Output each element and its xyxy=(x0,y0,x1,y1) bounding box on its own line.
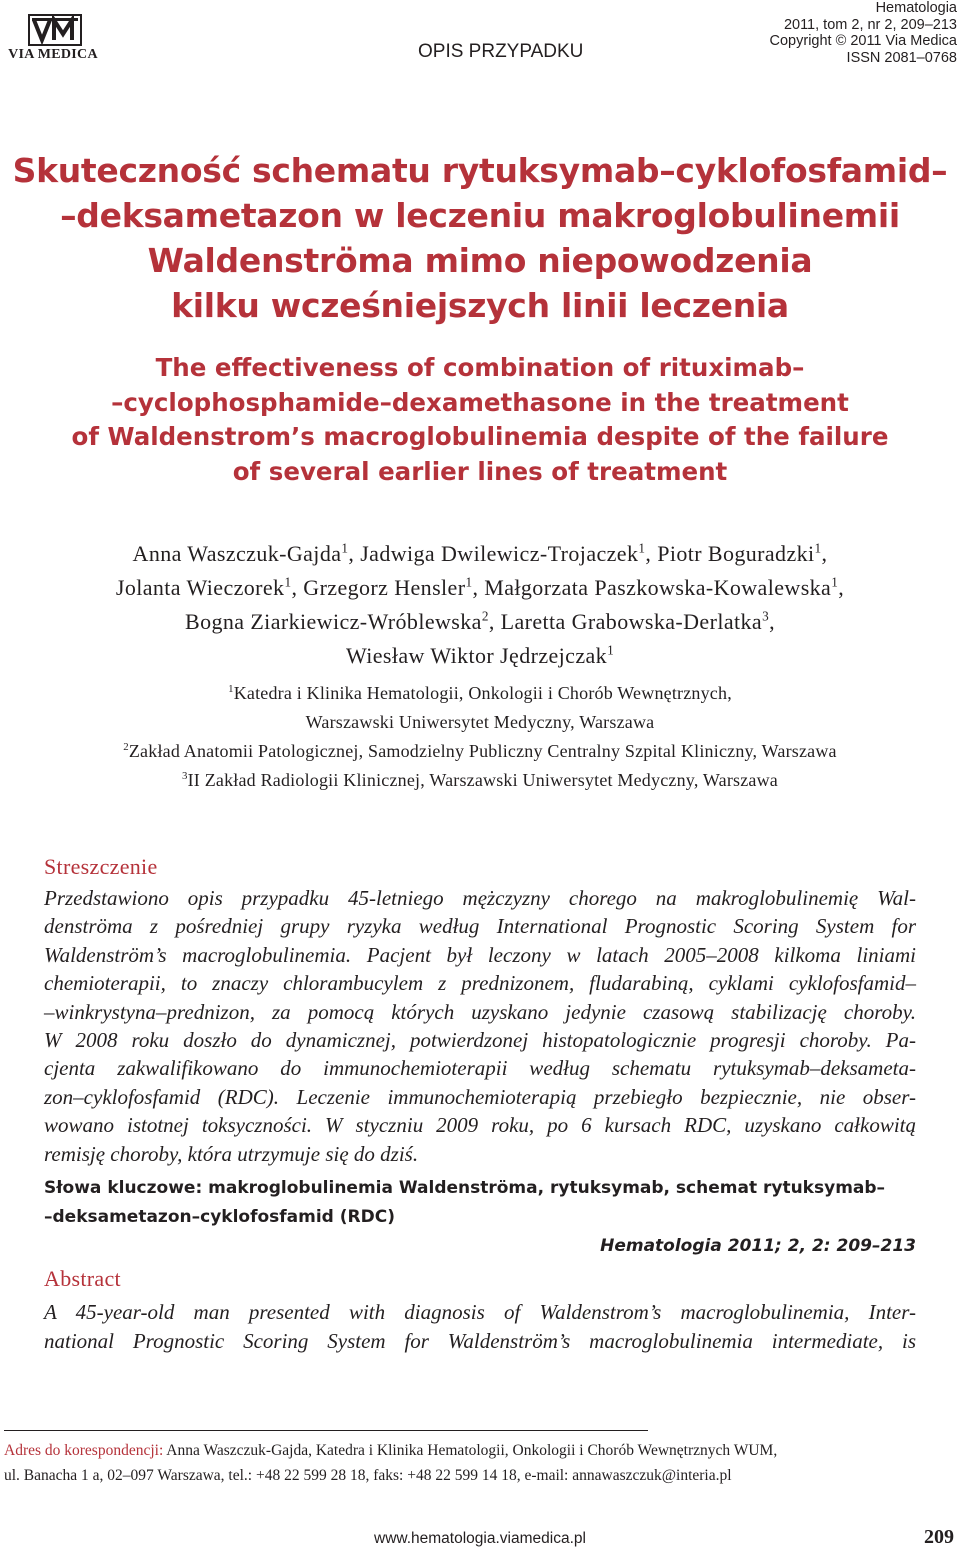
journal-issn: ISSN 2081–0768 xyxy=(846,49,957,66)
abstract-line: wowano istotnej toksyczności. W styczniu 2009 roku, po 6 kursach RDC, uzyskano całkowitą xyxy=(44,1113,916,1138)
abstract-line: Waldenström’s macroglobulinemia. Pacjent był leczony w latach 2005–2008 kilkoma liniami xyxy=(44,942,916,967)
title-english xyxy=(0,351,960,489)
author-name: Jolanta Wieczorek xyxy=(115,575,285,600)
abstract-line: –winkrystyna–prednizon, za pomocą których uzyskano jedynie czasową stabilizację choroby. xyxy=(44,999,916,1024)
correspondence-line: Adres do korespondencji: Anna Waszczuk-Gajda, Katedra i Klinika Hematologii, Onkologii i Chorób Wewnętrznych WUM, xyxy=(4,1442,778,1459)
author-name: Anna Waszczuk-Gajda xyxy=(132,541,342,566)
citation: Hematologia 2011; 2, 2: 209–213 xyxy=(600,1236,916,1256)
author-name: Laretta Grabowska-Derlatka xyxy=(500,609,763,634)
keywords-line: Słowa kluczowe: makroglobulinemia Waldenströma, rytuksymab, schemat rytuksymab– xyxy=(44,1178,886,1198)
abstract-line: cjenta zakwalifikowano do immunochemioterapii według schematu rytuksymab–deksameta- xyxy=(44,1056,916,1081)
abstract-line: Przedstawiono opis przypadku 45-letniego mężczyzny chorego na makroglobulinemię Wal- xyxy=(44,886,916,910)
title-line: Waldenströma mimo niepowodzenia xyxy=(147,241,813,280)
correspondence-line: ul. Banacha 1 a, 02–097 Warszawa, tel.: +48 22 599 28 18, faks: +48 22 599 14 18, e-mail: annawaszczuk@interia.pl xyxy=(4,1467,732,1484)
affiliation-marker: 1 xyxy=(465,574,473,590)
author-name: Piotr Boguradzki xyxy=(657,541,815,566)
author-name: Bogna Ziarkiewicz-Wróblewska xyxy=(185,609,482,634)
affiliation-list xyxy=(0,679,960,795)
author-name: Małgorzata Paszkowska-Kowalewska xyxy=(484,575,832,600)
title-line: of Waldenstrom’s macroglobulinemia despite of the failure xyxy=(71,422,889,451)
title-line: Skuteczność schematu rytuksymab–cyklofosfamid– xyxy=(12,151,948,190)
abstract-en-heading: Abstract xyxy=(44,1266,121,1291)
affiliation-line: $^2$Zakład Anatomii Patologicznej, Samodzielny Publiczny Centralny Szpital Kliniczny, Warszawa xyxy=(123,741,837,761)
abstract-pl-body xyxy=(44,884,916,1168)
affiliation-line: Warszawski Uniwersytet Medyczny, Warszawa xyxy=(305,712,655,732)
journal-name: Hematologia xyxy=(875,0,957,16)
journal-website-link[interactable]: www.hematologia.viamedica.pl xyxy=(374,1530,586,1547)
author-name: Jadwiga Dwilewicz-Trojaczek xyxy=(360,541,639,566)
title-polish xyxy=(0,148,960,328)
journal-info xyxy=(770,0,957,66)
author-name: Wiesław Wiktor Jędrzejczak xyxy=(345,643,608,668)
abstract-line: chemioterapii, to znaczy chlorambucylem z prednizonem, fludarabiną, cyklami cyklofosfamid– xyxy=(44,971,916,996)
logo-text: VIA MEDICA xyxy=(8,47,98,62)
vm-logo-icon xyxy=(28,14,82,46)
footnote-divider xyxy=(4,1430,648,1431)
abstract-line: remisję choroby, która utrzymuje się do dziś. xyxy=(44,1141,419,1166)
affiliation-marker: 1 xyxy=(638,540,646,556)
abstract-line: A 45-year-old man presented with diagnosis of Waldenstrom’s macroglobulinemia, Inter- xyxy=(44,1300,916,1324)
correspondence-address xyxy=(4,1438,944,1488)
correspondence-label: Adres do korespondencji: xyxy=(4,1442,164,1459)
author-name: Grzegorz Hensler xyxy=(303,575,466,600)
keywords-line: –deksametazon–cyklofosfamid (RDC) xyxy=(44,1207,395,1227)
affiliation-line: $^3$II Zakład Radiologii Klinicznej, Warszawski Uniwersytet Medyczny, Warszawa xyxy=(182,770,778,790)
affiliation-marker: 3 xyxy=(762,608,770,624)
author-line: Bogna Ziarkiewicz-Wróblewska$^2$, Laretta Grabowska-Derlatka$^3$, xyxy=(185,608,775,634)
author-line xyxy=(0,639,960,673)
abstract-en-body xyxy=(44,1298,916,1356)
author-line: Anna Waszczuk-Gajda$^1$, Jadwiga Dwilewicz-Trojaczek$^1$, Piotr Boguradzki$^1$, xyxy=(132,540,828,566)
author-list xyxy=(0,537,960,673)
journal-copyright: Copyright © 2011 Via Medica xyxy=(769,33,957,49)
affiliation-line: $^1$Katedra i Klinika Hematologii, Onkologii i Chorób Wewnętrznych, xyxy=(228,683,732,703)
via-medica-logo xyxy=(4,14,102,64)
abstract-line: national Prognostic Scoring System for Waldenström’s macroglobulinemia intermediate, is xyxy=(44,1329,916,1353)
article-type-label: OPIS PRZYPADKU xyxy=(418,41,584,62)
keywords xyxy=(44,1174,924,1232)
abstract-pl-heading: Streszczenie xyxy=(44,854,158,879)
abstract-line: zon–cyklofosfamid (RDC). Leczenie immunochemioterapią przebiegło bezpiecznie, nie obser- xyxy=(44,1084,916,1109)
title-line: –cyclophosphamide–dexamethasone in the treatment xyxy=(111,387,849,417)
abstract-line: denströma z pośredniej grupy ryzyka według International Prognostic Scoring System for xyxy=(44,914,916,939)
affiliation-marker: 1 xyxy=(341,540,349,556)
affiliation-marker: 1 xyxy=(831,574,839,590)
page-number: 209 xyxy=(924,1526,954,1548)
affiliation-marker: 2 xyxy=(481,608,489,624)
title-line: The effectiveness of combination of rituximab– xyxy=(155,353,805,382)
author-line: Jolanta Wieczorek$^1$, Grzegorz Hensler$^1$, Małgorzata Paszkowska-Kowalewska$^1$, xyxy=(115,574,845,600)
abstract-line: W 2008 roku doszło do dynamicznej, potwierdzonej histopatologicznie progresji choroby. Pa- xyxy=(44,1028,916,1053)
title-line: –deksametazon w leczeniu makroglobulinemii xyxy=(60,196,900,235)
title-line: kilku wcześniejszych linii leczenia xyxy=(171,286,789,325)
title-line: of several earlier lines of treatment xyxy=(232,456,728,486)
affiliation-marker: 1 xyxy=(284,574,292,590)
affiliation-marker: 1 xyxy=(607,642,615,658)
journal-volume: 2011, tom 2, nr 2, 209–213 xyxy=(783,16,957,33)
affiliation-marker: 1 xyxy=(814,540,822,556)
